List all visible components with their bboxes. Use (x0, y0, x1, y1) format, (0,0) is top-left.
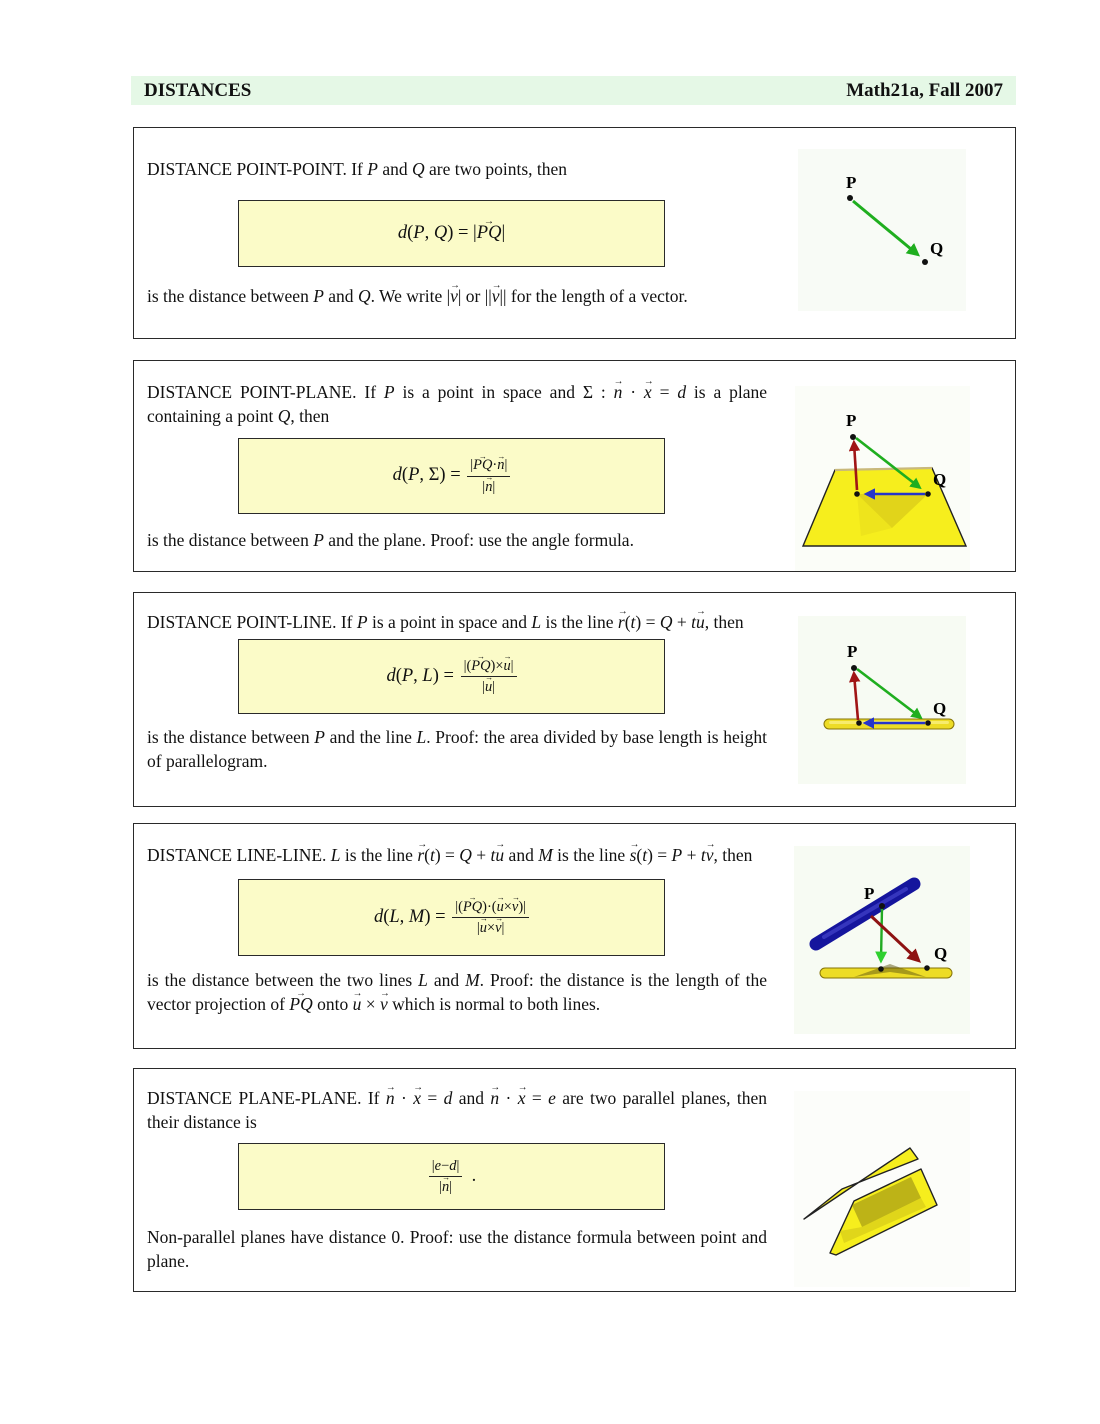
outro-text: is the distance between P and the line L. Proof: the area divided by base length is height of parallelogram. (147, 727, 767, 771)
formula: d(L, M) = $\frac{|(PQ \to)\cdot(u \to\times v \to)|}{|u \to\times v \to|}$ (374, 898, 529, 937)
course-label: Math21a, Fall 2007 (846, 79, 1003, 101)
page-title: DISTANCES (144, 79, 252, 101)
outro-text: Non-parallel planes have distance 0. Proof: use the distance formula between point and plane. (147, 1227, 767, 1271)
formula-box (238, 438, 665, 514)
card-plane-plane (133, 1068, 1016, 1292)
formula-box (238, 639, 665, 714)
outro-text: is the distance between P and Q. We write |v →| or ||v →|| for the length of a vector. (147, 284, 767, 308)
formula: d(P, Σ) = $\frac{|PQ \to\cdot n \to|}{|n \to|}$ (393, 456, 511, 495)
formula-box (238, 1143, 665, 1210)
figure-plane-plane (794, 1091, 970, 1287)
point-q-dot (925, 720, 931, 726)
normal-arrow (881, 908, 882, 960)
label-q: Q (933, 470, 947, 489)
label-p: P (847, 642, 858, 661)
foot-dot (856, 720, 862, 726)
formula: $\frac{|e-d|}{|n \to|}$ . (427, 1157, 476, 1196)
figure-line-line (794, 846, 970, 1034)
point-p-dot (879, 903, 885, 909)
figure-point-plane (795, 386, 970, 571)
intro-text: DISTANCE POINT-PLANE. If P is a point in space and Σ : n → · x → = d is a plane containing a point Q, then (147, 361, 767, 428)
point-p-dot (850, 434, 856, 440)
outro-text: is the distance between the two lines L and M. Proof: the distance is the length of the vector projection of PQ → onto u → × v → which is normal to both lines. (147, 968, 767, 1016)
foot-dot (878, 966, 884, 972)
figure-point-point (798, 149, 966, 311)
card-line-line (133, 823, 1016, 1049)
card-point-line (133, 592, 1016, 807)
label-q: Q (933, 699, 947, 718)
point-p-dot (847, 195, 853, 201)
label-q: Q (934, 944, 948, 963)
header-bar (131, 76, 1016, 105)
intro-text: DISTANCE POINT-POINT. If P and Q are two points, then (147, 159, 568, 179)
intro-text: DISTANCE PLANE-PLANE. If n → · x → = d and n → · x → = e are two parallel planes, then their distance is (147, 1069, 767, 1134)
card-point-point (133, 127, 1016, 339)
intro-text: DISTANCE LINE-LINE. L is the line r →(t) = Q + tu → and M is the line s →(t) = P + tv →, then (147, 824, 767, 867)
point-q-dot (924, 965, 930, 971)
point-q-dot (922, 259, 928, 265)
formula-box (238, 879, 665, 956)
outro-text: is the distance between P and the plane. Proof: use the angle formula. (147, 530, 634, 550)
label-p: P (846, 411, 857, 430)
label-p: P (846, 173, 857, 192)
formula: d(P, L) = $\frac{|(PQ \to)\times u \to|}{|u \to|}$ (386, 657, 516, 696)
label-q: Q (930, 239, 944, 258)
formula: d(P, Q) = |PQ →| (398, 223, 505, 244)
foot-dot (854, 491, 860, 497)
figure-bg (798, 149, 966, 311)
point-p-dot (851, 665, 857, 671)
point-q-dot (925, 491, 931, 497)
intro-text: DISTANCE POINT-LINE. If P is a point in space and L is the line r →(t) = Q + tu →, then (147, 593, 767, 634)
formula-box (238, 200, 665, 267)
figure-point-line (798, 616, 966, 784)
label-p: P (864, 884, 875, 903)
card-point-plane (133, 360, 1016, 572)
